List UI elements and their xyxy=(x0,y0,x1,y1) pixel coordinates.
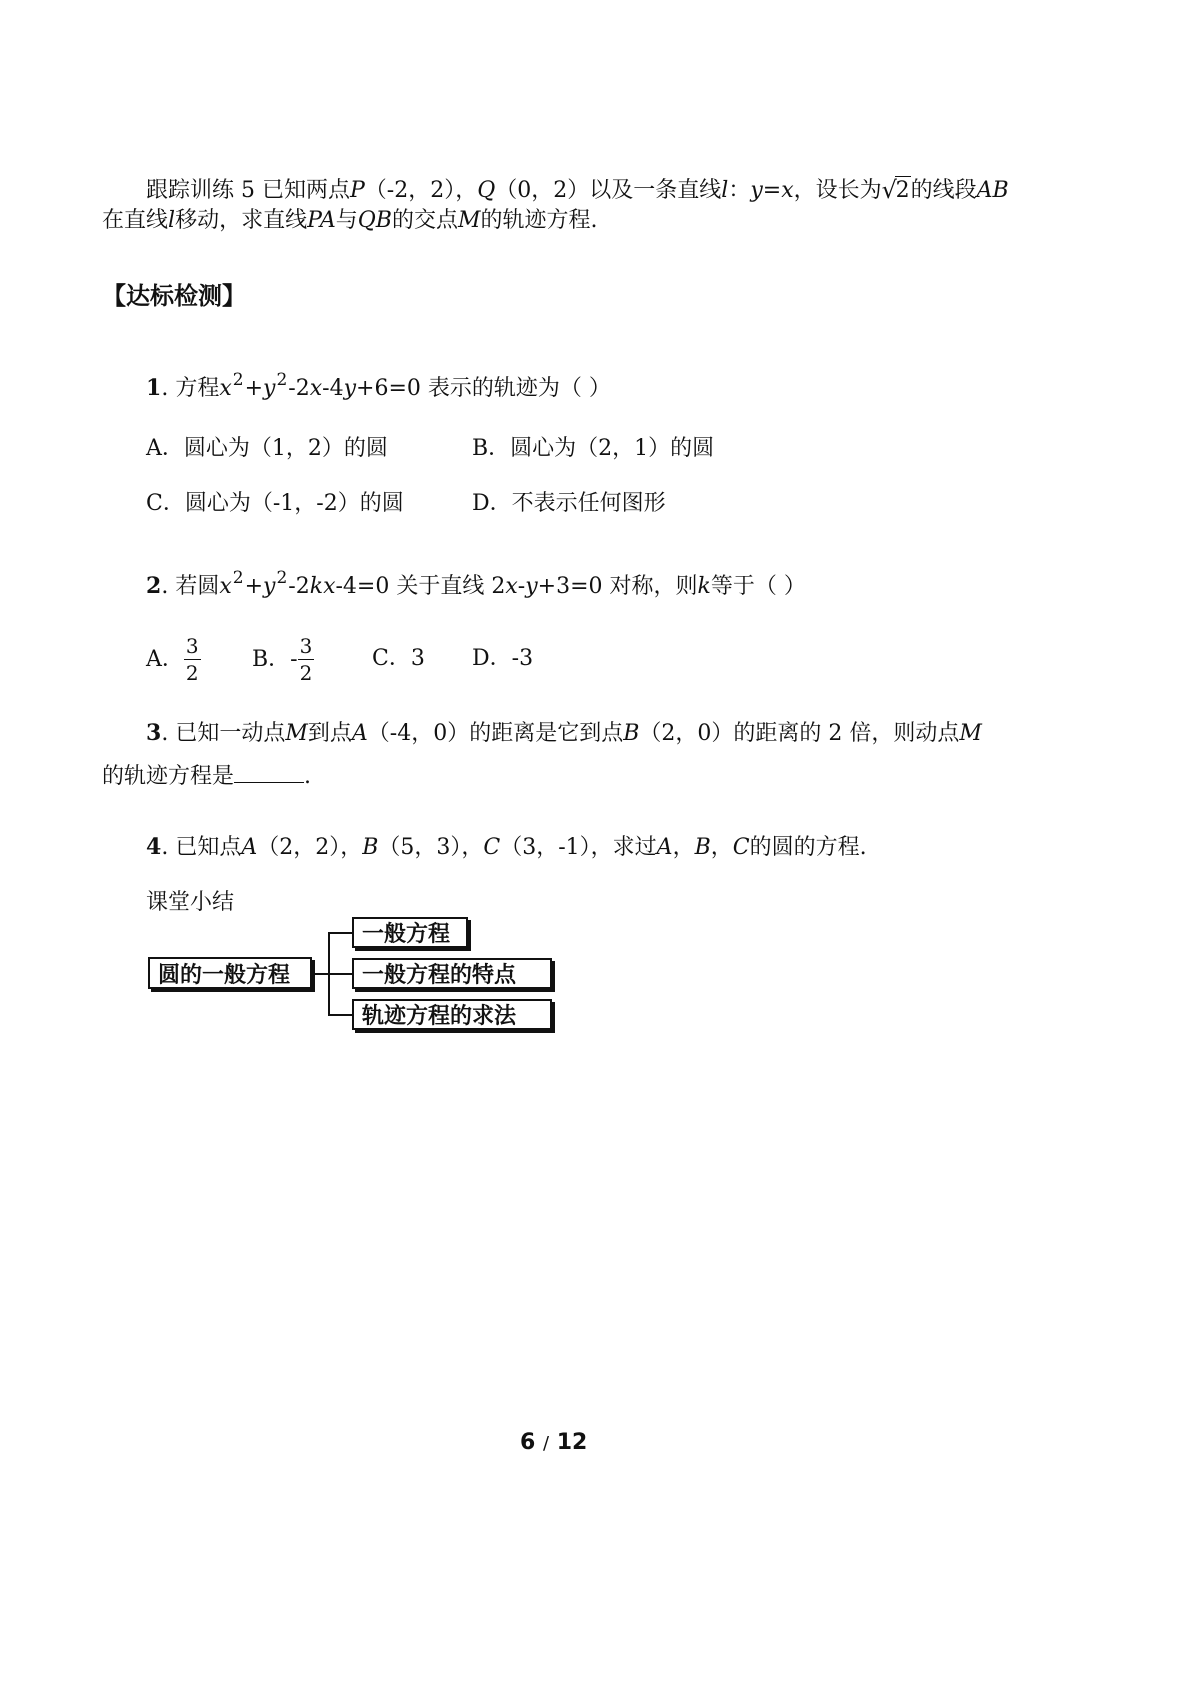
sqrt-expression: √ 2 xyxy=(881,176,910,204)
summary-branch-box-2: 一般方程的特点 xyxy=(352,958,552,989)
question-2: 2. 若圆$x^2+y^2-2kx-4=0$ 关于直线 2x-y+3=0 对称，则k等于（ ） xyxy=(146,568,806,600)
q1-option-c: C．圆心为（-1，-2）的圆 xyxy=(146,491,404,516)
fraction-neg-three-halves: $\frac{3}{2}$ xyxy=(299,634,313,685)
training-line-1: 跟踪训练 5 已知两点P（-2，2），Q（0，2）以及一条直线l：y=x，设长为 √ 2的线段AB xyxy=(146,176,1009,204)
question-3-line-2: 的轨迹方程是 . xyxy=(102,764,312,789)
fraction-three-halves: $\frac{3}{2}$ xyxy=(185,634,199,685)
q1-option-a: A．圆心为（1，2）的圆 xyxy=(146,436,388,461)
q2-option-b: B．- $\frac{3}{2}$ xyxy=(252,634,313,685)
question-3: 3. 已知一动点M到点A（-4，0）的距离是它到点B（2，0）的距离的 2 倍，则动点M xyxy=(146,720,982,746)
summary-root-box: 圆的一般方程 xyxy=(148,957,312,989)
connector-branch-2 xyxy=(328,973,352,975)
q1-option-d: D．不表示任何图形 xyxy=(472,491,666,516)
page-number: 6 / 12 xyxy=(520,1430,588,1455)
question-1: 1. 方程$x^2+y^2-2x-4y+6=0$ 表示的轨迹为（ ） xyxy=(146,370,611,402)
training-line-2: 在直线l移动，求直线PA与QB的交点M的轨迹方程. xyxy=(102,208,598,233)
answer-blank[interactable] xyxy=(234,782,304,783)
q1-option-b: B．圆心为（2，1）的圆 xyxy=(472,436,715,461)
connector-branch-1 xyxy=(328,932,352,934)
q2-option-c: C．3 xyxy=(372,646,425,671)
q2-option-a: A． $\frac{3}{2}$ xyxy=(146,634,199,685)
summary-branch-box-1: 一般方程 xyxy=(352,917,468,948)
connector-branch-3 xyxy=(328,1014,352,1016)
q2-option-d: D．-3 xyxy=(472,646,534,671)
section-title: 【达标检测】 xyxy=(102,282,246,310)
question-4: 4. 已知点A（2，2），B（5，3），C（3，-1），求过A，B，C的圆的方程. xyxy=(146,834,867,860)
summary-label: 课堂小结 xyxy=(146,890,235,915)
summary-branch-box-3: 轨迹方程的求法 xyxy=(352,999,552,1030)
